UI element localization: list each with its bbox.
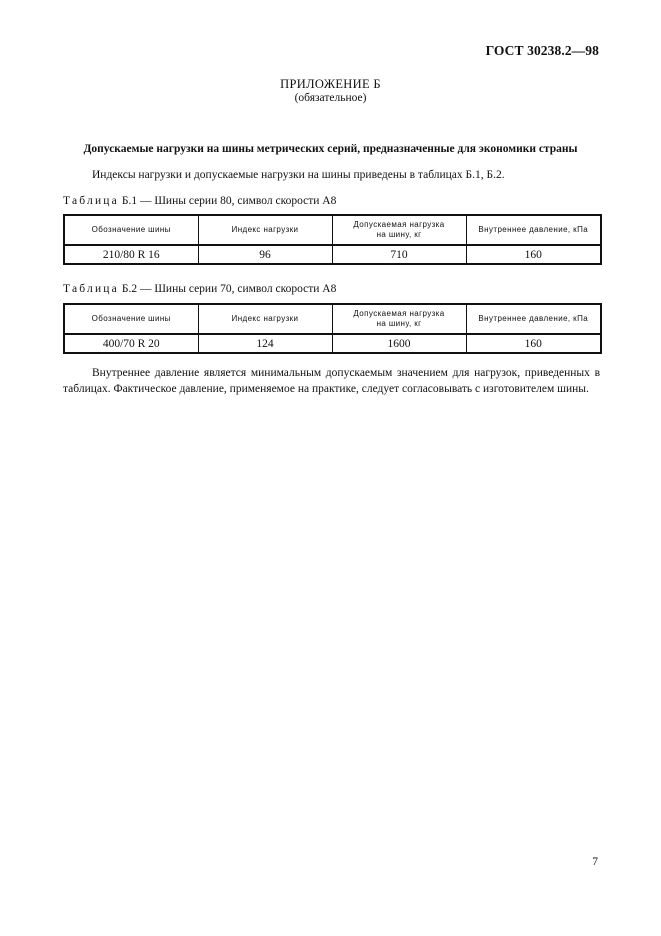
table-cell: 210/80 R 16	[64, 245, 198, 264]
table-1-header-row	[64, 215, 601, 245]
table-cell: 1600	[332, 334, 466, 353]
table-cell: 160	[466, 334, 601, 353]
table-2-header-cell: Внутреннее давление, кПа	[466, 304, 601, 334]
document-code: ГОСТ 30238.2—98	[485, 43, 599, 58]
table-2-header-row	[64, 304, 601, 334]
table-cell: 160	[466, 245, 601, 264]
table-cell: 96	[198, 245, 332, 264]
table-1-caption-text: Б.1 — Шины серии 80, символ скорости А8	[121, 195, 337, 207]
table-cell: 124	[198, 334, 332, 353]
page-number: 7	[592, 856, 598, 868]
table-cell: 400/70 R 20	[64, 334, 198, 353]
table-2-caption-word: Таблица	[63, 283, 119, 295]
table-2-header-cell: Индекс нагрузки	[198, 304, 332, 334]
table-2	[63, 303, 602, 354]
table-cell: 710	[332, 245, 466, 264]
table-1-caption	[63, 195, 336, 207]
annex-title: ПРИЛОЖЕНИЕ Б	[280, 77, 381, 91]
table-1-header-cell: Внутреннее давление, кПа	[466, 215, 601, 245]
table-2-header-cell	[332, 304, 466, 334]
table-1-header-cell	[332, 215, 466, 245]
intro-paragraph: Индексы нагрузки и допускаемые нагрузки на шины приведены в таблицах Б.1, Б.2.	[92, 169, 505, 181]
note-paragraph: Внутреннее давление является минимальным допускаемым значением для нагрузок, приведенных в таблицах. Фактическое давление, применяемое на практике, следует согласовывать с изготовителем шины.	[63, 367, 600, 395]
table-1-header-line: Допускаемая нагрузка на шину, кг	[353, 220, 445, 239]
table-2-caption	[63, 283, 336, 295]
table-2-caption-text: Б.2 — Шины серии 70, символ скорости А8	[121, 283, 337, 295]
annex-status: (обязательное)	[294, 92, 367, 104]
section-heading: Допускаемые нагрузки на шины метрических серий, предназначенные для экономики страны	[83, 143, 578, 155]
table-1-caption-word: Таблица	[63, 195, 119, 207]
table-row	[64, 245, 601, 264]
table-1-header-cell: Индекс нагрузки	[198, 215, 332, 245]
table-2-header-line: Допускаемая нагрузка на шину, кг	[353, 309, 445, 328]
table-2-header-cell: Обозначение шины	[64, 304, 198, 334]
table-1	[63, 214, 602, 265]
table-row	[64, 334, 601, 353]
table-1-header-cell: Обозначение шины	[64, 215, 198, 245]
